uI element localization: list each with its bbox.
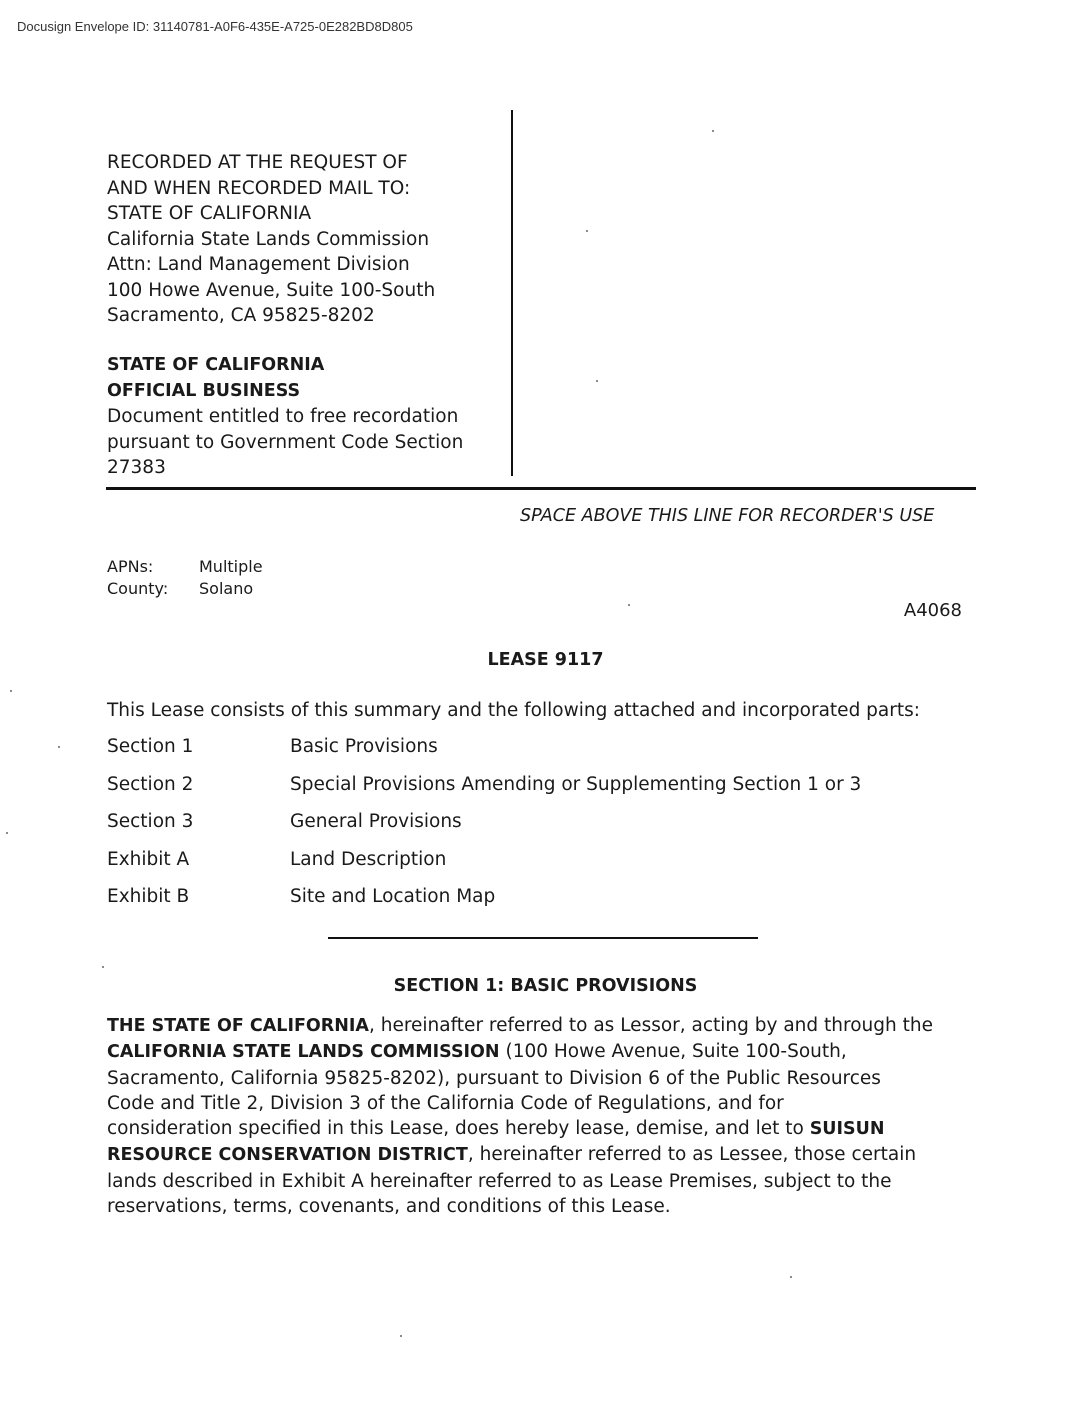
scan-speck	[400, 1335, 402, 1337]
part-description: Special Provisions Amending or Supplementing Section 1 or 3	[290, 773, 862, 795]
scan-speck	[586, 230, 588, 232]
commission-name: CALIFORNIA STATE LANDS COMMISSION	[107, 1042, 500, 1063]
scan-speck	[628, 604, 630, 606]
document-number: A4068	[903, 600, 962, 621]
scan-speck	[596, 380, 598, 382]
part-description: Site and Location Map	[290, 886, 496, 907]
basic-provisions-paragraph	[107, 1013, 967, 1219]
code-section-number: 27383	[107, 457, 166, 478]
apn-value: Multiple	[199, 557, 263, 576]
lessor-name: THE STATE OF CALIFORNIA	[107, 1016, 369, 1036]
list-item	[107, 849, 861, 887]
recorded-line: Sacramento, CA 95825-8202	[107, 305, 375, 326]
part-name: Section 3	[107, 811, 194, 832]
section-1-title: SECTION 1: BASIC PROVISIONS	[393, 976, 698, 996]
recorder-use-rule	[106, 487, 976, 490]
list-item	[107, 811, 861, 849]
lease-intro: This Lease consists of this summary and the following attached and incorporated parts:	[107, 700, 920, 721]
scan-speck	[102, 966, 104, 968]
county-row	[107, 578, 263, 600]
county-label: County:	[107, 579, 169, 598]
lessee-name-part2: RESOURCE CONSERVATION DISTRICT	[107, 1145, 468, 1166]
recorded-line: California State Lands Commission	[107, 228, 430, 250]
list-item	[107, 736, 861, 774]
part-description: General Provisions	[290, 811, 462, 832]
recorded-line: 100 Howe Avenue, Suite 100-South	[107, 279, 436, 301]
part-name: Section 2	[107, 773, 194, 795]
paragraph-line	[107, 1142, 967, 1168]
recorder-use-note: SPACE ABOVE THIS LINE FOR RECORDER'S USE	[520, 506, 935, 526]
list-item	[107, 774, 861, 812]
recorded-line: STATE OF CALIFORNIA	[107, 203, 312, 224]
official-business-heading: OFFICIAL BUSINESS	[107, 380, 301, 401]
recorded-line: RECORDED AT THE REQUEST OF	[107, 152, 408, 173]
paragraph-text: , hereinafter referred to as Lessor, acting by and through the	[368, 1015, 933, 1036]
government-code-line: pursuant to Government Code Section	[107, 431, 464, 453]
paragraph-line: Sacramento, California 95825-8202), pursuant to Division 6 of the Public Resources	[107, 1067, 881, 1089]
scan-speck	[712, 130, 714, 132]
paragraph-line	[107, 1013, 967, 1039]
paragraph-text: consideration specified in this Lease, does hereby lease, demise, and let to	[107, 1118, 810, 1140]
recorded-line: AND WHEN RECORDED MAIL TO:	[107, 177, 411, 199]
part-description: Land Description	[290, 848, 447, 870]
lease-title: LEASE 9117	[487, 650, 604, 670]
parcel-info	[107, 556, 263, 600]
paragraph-text: (100 Howe Avenue, Suite 100-South,	[499, 1041, 847, 1063]
part-name: Exhibit A	[107, 848, 190, 870]
official-business-block	[107, 353, 463, 481]
part-name: Exhibit B	[107, 886, 190, 907]
county-value: Solano	[199, 579, 254, 598]
envelope-id: Docusign Envelope ID: 31140781-A0F6-435E-A725-0E282BD8D805	[17, 19, 413, 34]
recorded-line: Attn: Land Management Division	[107, 254, 410, 275]
scan-speck	[58, 746, 60, 748]
paragraph-line: reservations, terms, covenants, and conditions of this Lease.	[107, 1196, 671, 1218]
recording-request-block	[107, 150, 435, 329]
paragraph-line: Code and Title 2, Division 3 of the California Code of Regulations, and for	[107, 1092, 784, 1114]
part-name: Section 1	[107, 736, 194, 757]
paragraph-line: lands described in Exhibit A hereinafter referred to as Lease Premises, subject to the	[107, 1170, 892, 1192]
free-recordation-line: Document entitled to free recordation	[107, 406, 459, 427]
paragraph-line	[107, 1116, 967, 1142]
apn-label: APNs:	[107, 557, 154, 576]
list-item	[107, 886, 861, 924]
parts-list	[107, 736, 861, 924]
recorder-box-vertical-rule	[511, 110, 513, 476]
scan-speck	[790, 1276, 792, 1278]
lessee-name-part1: SUISUN	[809, 1119, 885, 1140]
section-divider	[328, 937, 758, 939]
official-state-heading: STATE OF CALIFORNIA	[107, 355, 325, 375]
scan-speck	[6, 832, 8, 834]
part-description: Basic Provisions	[290, 736, 438, 757]
apn-row	[107, 556, 263, 578]
paragraph-text: , hereinafter referred to as Lessee, those certain	[467, 1144, 917, 1166]
paragraph-line	[107, 1039, 967, 1065]
scan-speck	[10, 690, 12, 692]
